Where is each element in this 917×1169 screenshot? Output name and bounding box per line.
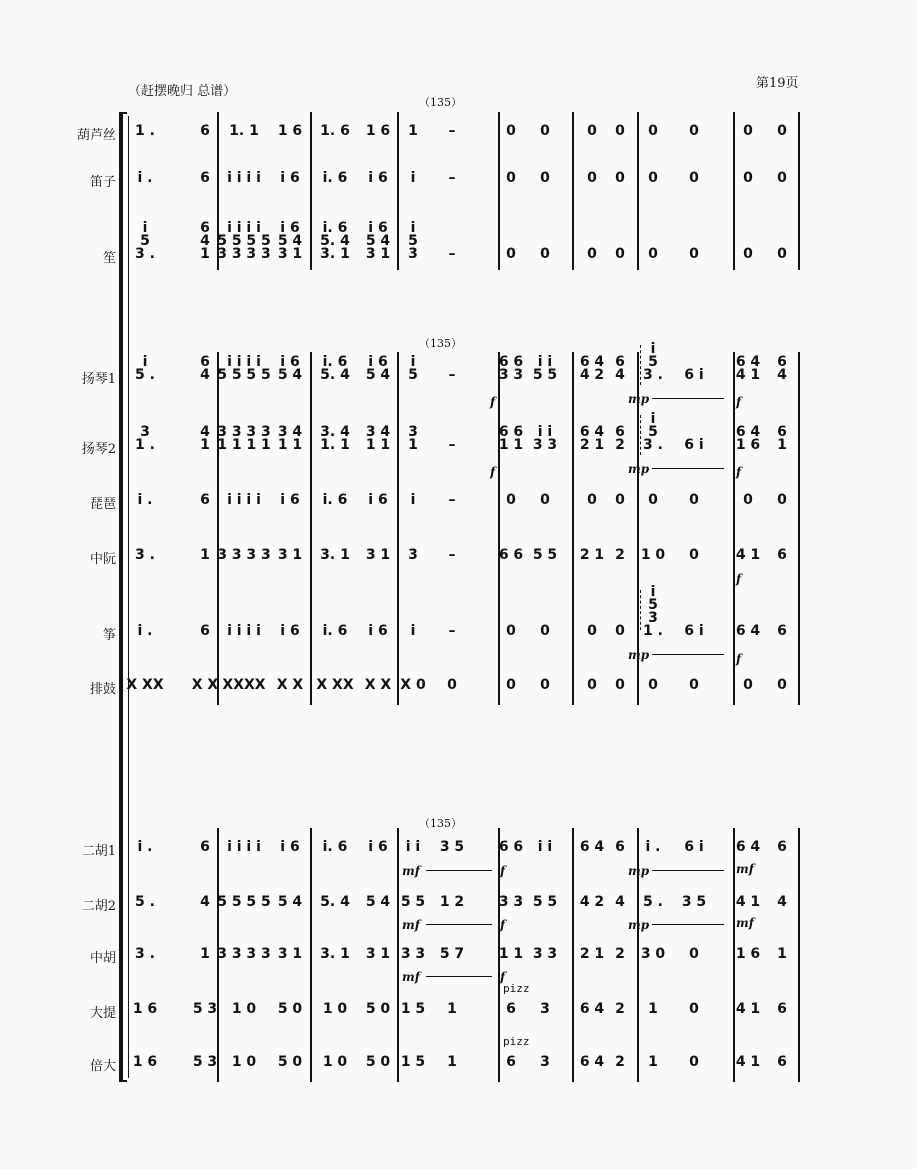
note-cell: 0 xyxy=(540,623,550,639)
note-cell: 6 4 2 1 xyxy=(579,424,605,453)
note-cell: i 5 3 . xyxy=(643,341,663,383)
note-cell: 3 1 xyxy=(365,547,391,563)
note-cell: 5 0 xyxy=(365,1001,391,1017)
note-cell: 1 . xyxy=(135,123,155,139)
note-cell: i . xyxy=(137,170,153,186)
note-cell: 1 2 xyxy=(439,894,465,910)
note-cell: 0 xyxy=(540,246,550,262)
note-cell: – xyxy=(448,123,456,139)
instrument-name: 中阮 xyxy=(89,552,116,567)
note-cell: 1 xyxy=(447,1001,457,1017)
note-cell: 5 . xyxy=(643,894,663,910)
note-cell: 0 xyxy=(689,1001,699,1017)
note-cell: 2 xyxy=(615,1054,625,1070)
note-cell: 6 6 1 1 xyxy=(498,424,524,453)
note-cell: 3 4 1 1 xyxy=(365,424,391,453)
note-cell: – xyxy=(448,246,456,262)
note-cell: 1 6 xyxy=(132,1054,158,1070)
note-cell: 5 3 xyxy=(192,1001,218,1017)
note-cell: 4 2 xyxy=(579,894,605,910)
dynamic-mf: mf xyxy=(402,970,420,984)
measure-number-plucked: （135） xyxy=(419,337,462,350)
note-cell: 5 0 xyxy=(277,1054,303,1070)
note-cell: – xyxy=(448,170,456,186)
note-cell: i 5 . xyxy=(135,354,155,383)
instrument-name: 筝 xyxy=(102,628,116,643)
note-cell: 1 xyxy=(648,1001,658,1017)
note-cell: 3 5 xyxy=(681,894,707,910)
note-cell: 0 xyxy=(777,246,787,262)
note-cell: 0 xyxy=(587,492,597,508)
note-cell: 1. 1 xyxy=(229,123,259,139)
note-cell: 6 4 xyxy=(579,1001,605,1017)
note-cell: 0 xyxy=(743,123,753,139)
note-cell: i 6 xyxy=(368,839,388,855)
note-cell: 6 xyxy=(200,170,210,186)
note-cell: 3. 4 1. 1 xyxy=(320,424,350,453)
note-cell: i i 5 5 xyxy=(532,354,558,383)
note-cell: 6 4 1 6 xyxy=(735,424,761,453)
note-cell: i. 6 xyxy=(322,492,348,508)
note-cell: 3 1 xyxy=(365,946,391,962)
note-cell: 0 xyxy=(648,123,658,139)
note-cell: i i 3 3 xyxy=(532,424,558,453)
note-cell: 6 4 xyxy=(735,839,761,855)
note-cell: 5 5 xyxy=(532,894,558,910)
note-cell: 3. 1 xyxy=(320,946,350,962)
note-cell: 3 4 1 1 xyxy=(277,424,303,453)
dynamic-mp: mp xyxy=(628,864,650,878)
note-cell: i 6 5 4 xyxy=(365,354,391,383)
note-cell: – xyxy=(448,492,456,508)
note-cell: i . xyxy=(645,839,661,855)
instrument-name: 笛子 xyxy=(89,175,116,190)
note-cell: 6 xyxy=(777,1054,787,1070)
note-cell: 0 xyxy=(506,623,516,639)
note-cell: 6 xyxy=(506,1001,516,1017)
measure-number-strings: （135） xyxy=(419,817,462,830)
dynamic-f: f xyxy=(736,652,742,666)
note-cell: 6 4 xyxy=(615,354,625,383)
note-cell: 0 xyxy=(689,547,699,563)
note-cell: 0 xyxy=(447,677,457,693)
note-cell: i. 6 5. 4 xyxy=(320,354,350,383)
dynamic-mp: mp xyxy=(628,462,650,476)
note-cell: 0 xyxy=(615,170,625,186)
note-cell: 3 3 3 3 1 1 1 1 xyxy=(217,424,271,453)
dynamic-f: f xyxy=(736,465,742,479)
note-cell: 1 0 xyxy=(640,547,666,563)
note-cell: 3 . xyxy=(135,946,155,962)
instrument-name: 二胡1 xyxy=(81,844,116,859)
note-cell: i i i i 5 5 5 5 3 3 3 3 xyxy=(217,220,271,262)
note-cell: 3 xyxy=(540,1001,550,1017)
note-cell: 1 6 xyxy=(365,123,391,139)
system-bracket-bottom xyxy=(119,1080,127,1082)
note-cell: i . xyxy=(137,623,153,639)
note-cell: 0 xyxy=(615,246,625,262)
note-cell: 5 5 xyxy=(400,894,426,910)
note-cell: 3 0 xyxy=(640,946,666,962)
note-cell: 5 3 xyxy=(192,1054,218,1070)
note-cell: 3 1 xyxy=(277,547,303,563)
note-cell: i i i i xyxy=(227,170,261,186)
note-cell: i. 6 5. 4 3. 1 xyxy=(320,220,350,262)
instrument-name: 扬琴1 xyxy=(81,372,116,387)
note-cell: 5. 4 xyxy=(320,894,350,910)
note-cell: 5 5 5 5 xyxy=(217,894,271,910)
note-cell: i 6 xyxy=(368,170,388,186)
crescendo-hairpin xyxy=(426,870,492,871)
note-cell: i 5 3 xyxy=(408,220,418,262)
crescendo-hairpin xyxy=(652,398,724,399)
note-cell: 0 xyxy=(615,492,625,508)
barline xyxy=(733,352,735,705)
note-cell: 0 xyxy=(689,946,699,962)
note-cell: 6 i xyxy=(684,367,704,383)
note-cell: 0 xyxy=(743,492,753,508)
note-cell: 0 xyxy=(506,170,516,186)
note-cell: 6 4 4 1 xyxy=(735,354,761,383)
note-cell: – xyxy=(448,623,456,639)
instrument-name: 大提 xyxy=(89,1006,116,1021)
note-cell: 4 1 xyxy=(735,1001,761,1017)
note-cell: i . xyxy=(137,492,153,508)
note-cell: 6 i xyxy=(684,623,704,639)
instrument-name: 排鼓 xyxy=(89,682,116,697)
note-cell: 0 xyxy=(540,123,550,139)
crescendo-hairpin xyxy=(652,924,724,925)
note-cell: 0 xyxy=(506,492,516,508)
note-cell: 5 5 xyxy=(532,547,558,563)
note-cell: 3 3 xyxy=(400,946,426,962)
note-cell: 3 1 xyxy=(277,946,303,962)
note-cell: i 6 xyxy=(368,492,388,508)
barline xyxy=(798,352,800,705)
note-cell: i 6 xyxy=(280,623,300,639)
note-cell: 0 xyxy=(615,123,625,139)
dynamic-f: f xyxy=(500,970,506,984)
instrument-name: 倍大 xyxy=(89,1059,116,1074)
barline xyxy=(798,828,800,1082)
note-cell: i i i i 5 5 5 5 xyxy=(217,354,271,383)
note-cell: 6 4 xyxy=(579,839,605,855)
note-cell: 4 1 xyxy=(200,424,210,453)
note-cell: 6 xyxy=(777,623,787,639)
note-cell: 1 0 xyxy=(322,1001,348,1017)
note-cell: 1 5 xyxy=(400,1054,426,1070)
barline xyxy=(310,352,312,705)
note-cell: 1 0 xyxy=(231,1054,257,1070)
note-cell: 6 4 xyxy=(200,354,210,383)
note-cell: 0 xyxy=(506,677,516,693)
barline xyxy=(798,112,800,270)
note-cell: i 6 xyxy=(280,492,300,508)
barline xyxy=(572,352,574,705)
note-cell: 3 3 3 3 xyxy=(217,946,271,962)
note-cell: i. 6 xyxy=(322,170,348,186)
instrument-name: 琵琶 xyxy=(89,497,116,512)
note-cell: 5 4 xyxy=(277,894,303,910)
note-cell: i i xyxy=(405,839,421,855)
instrument-name: 扬琴2 xyxy=(81,442,116,457)
note-cell: 0 xyxy=(648,677,658,693)
note-cell: 1 1 xyxy=(498,946,524,962)
system-bracket xyxy=(119,112,123,1082)
barline xyxy=(310,828,312,1082)
note-cell: 6 6 xyxy=(498,547,524,563)
note-cell: 0 xyxy=(648,246,658,262)
dynamic-mf: mf xyxy=(402,864,420,878)
note-cell: 1 xyxy=(200,547,210,563)
note-cell: 2 1 xyxy=(579,946,605,962)
note-cell: i 6 5 4 3 1 xyxy=(277,220,303,262)
note-cell: 0 xyxy=(689,492,699,508)
note-cell: 6 4 xyxy=(579,1054,605,1070)
note-cell: 3 3 3 3 xyxy=(217,547,271,563)
note-cell: i xyxy=(410,623,416,639)
note-cell: i . xyxy=(137,839,153,855)
note-cell: 0 xyxy=(648,492,658,508)
barline xyxy=(498,112,500,270)
note-cell: 5 0 xyxy=(365,1054,391,1070)
system-inner-line xyxy=(128,116,129,1078)
note-cell: X XX xyxy=(126,677,164,693)
note-cell: 0 xyxy=(777,170,787,186)
note-cell: i 6 5 4 xyxy=(277,354,303,383)
note-cell: 6 xyxy=(506,1054,516,1070)
note-cell: 0 xyxy=(506,246,516,262)
note-cell: X X xyxy=(364,677,392,693)
dynamic-mf: mf xyxy=(736,862,754,876)
note-cell: i 6 xyxy=(280,839,300,855)
note-cell: i 6 xyxy=(280,170,300,186)
note-cell: 0 xyxy=(743,246,753,262)
note-cell: XXXX xyxy=(222,677,266,693)
note-cell: i 5 3 . xyxy=(643,411,663,453)
note-cell: 1 xyxy=(777,946,787,962)
note-cell: X X xyxy=(276,677,304,693)
note-cell: 6 i xyxy=(684,839,704,855)
note-cell: i 6 5 4 3 1 xyxy=(365,220,391,262)
note-cell: 5 . xyxy=(135,894,155,910)
note-cell: 0 xyxy=(540,170,550,186)
dynamic-f: f xyxy=(736,395,742,409)
note-cell: 6 2 xyxy=(615,424,625,453)
note-cell: 4 1 xyxy=(735,547,761,563)
instrument-name: 葫芦丝 xyxy=(76,128,116,143)
note-cell: 6 xyxy=(200,123,210,139)
barline xyxy=(572,112,574,270)
dynamic-f: f xyxy=(490,395,496,409)
note-cell: 5 7 xyxy=(439,946,465,962)
note-cell: 1 0 xyxy=(231,1001,257,1017)
note-cell: X XX xyxy=(316,677,354,693)
note-cell: 6 6 xyxy=(498,839,524,855)
note-cell: 1 xyxy=(408,123,418,139)
note-cell: i 5 3 1 . xyxy=(643,584,663,639)
note-cell: 0 xyxy=(587,170,597,186)
note-cell: 3 xyxy=(540,1054,550,1070)
barline xyxy=(397,352,399,705)
note-cell: 3 . xyxy=(135,547,155,563)
crescendo-hairpin xyxy=(426,976,492,977)
note-cell: 6 4 xyxy=(735,623,761,639)
score-title: （赶摆晚归 总谱） xyxy=(128,84,237,99)
barline xyxy=(572,828,574,1082)
note-cell: 0 xyxy=(689,170,699,186)
note-cell: 1 xyxy=(648,1054,658,1070)
note-cell: 4 1 xyxy=(735,1054,761,1070)
instrument-name: 笙 xyxy=(102,251,116,266)
crescendo-hairpin xyxy=(652,870,724,871)
measure-number-winds: （135） xyxy=(419,96,462,109)
dynamic-mp: mp xyxy=(628,918,650,932)
note-cell: 1 5 xyxy=(400,1001,426,1017)
pizz-marking: pizz xyxy=(503,1035,530,1048)
note-cell: 0 xyxy=(540,677,550,693)
note-cell: i i i i xyxy=(227,492,261,508)
note-cell: 1 6 xyxy=(132,1001,158,1017)
note-cell: 6 1 xyxy=(777,424,787,453)
barline xyxy=(733,828,735,1082)
pizz-marking: pizz xyxy=(503,982,530,995)
dynamic-mp: mp xyxy=(628,648,650,662)
note-cell: 0 xyxy=(689,1054,699,1070)
note-cell: 2 xyxy=(615,946,625,962)
note-cell: 1 xyxy=(200,946,210,962)
note-cell: 3 3 xyxy=(498,894,524,910)
note-cell: i i i i xyxy=(227,623,261,639)
note-cell: 6 i xyxy=(684,437,704,453)
note-cell: 1 6 xyxy=(277,123,303,139)
note-cell: 0 xyxy=(743,170,753,186)
note-cell: 0 xyxy=(777,123,787,139)
note-cell: 0 xyxy=(615,623,625,639)
note-cell: 1 0 xyxy=(322,1054,348,1070)
note-cell: 0 xyxy=(587,246,597,262)
note-cell: 6 4 1 xyxy=(200,220,210,262)
page-number: 第19页 xyxy=(756,76,799,91)
note-cell: 6 xyxy=(200,492,210,508)
note-cell: 3 xyxy=(408,547,418,563)
crescendo-hairpin xyxy=(652,654,724,655)
arpeggio-mark xyxy=(640,415,643,455)
note-cell: X X xyxy=(191,677,219,693)
note-cell: 0 xyxy=(689,246,699,262)
dynamic-f: f xyxy=(500,918,506,932)
note-cell: 3 3 xyxy=(532,946,558,962)
note-cell: 3 5 xyxy=(439,839,465,855)
note-cell: i. 6 xyxy=(322,623,348,639)
note-cell: i 5 xyxy=(408,354,418,383)
instrument-name: 二胡2 xyxy=(81,899,116,914)
note-cell: i xyxy=(410,492,416,508)
note-cell: 0 xyxy=(587,677,597,693)
note-cell: 5 0 xyxy=(277,1001,303,1017)
note-cell: 0 xyxy=(743,677,753,693)
note-cell: 5 4 xyxy=(365,894,391,910)
arpeggio-mark xyxy=(640,590,643,630)
dynamic-mp: mp xyxy=(628,392,650,406)
note-cell: 2 xyxy=(615,547,625,563)
note-cell: 6 xyxy=(777,839,787,855)
note-cell: i 6 xyxy=(368,623,388,639)
note-cell: 0 xyxy=(506,123,516,139)
note-cell: 3. 1 xyxy=(320,547,350,563)
barline xyxy=(217,352,219,705)
note-cell: 4 xyxy=(200,894,210,910)
note-cell: 6 xyxy=(200,623,210,639)
note-cell: – xyxy=(448,367,456,383)
note-cell: 0 xyxy=(777,677,787,693)
note-cell: 6 xyxy=(615,839,625,855)
note-cell: i i i i xyxy=(227,839,261,855)
system-bracket-top xyxy=(119,112,127,114)
note-cell: – xyxy=(448,437,456,453)
note-cell: i xyxy=(410,170,416,186)
note-cell: 6 xyxy=(777,547,787,563)
note-cell: 1 xyxy=(447,1054,457,1070)
note-cell: 0 xyxy=(689,123,699,139)
dynamic-f: f xyxy=(736,572,742,586)
note-cell: 0 xyxy=(648,170,658,186)
dynamic-f: f xyxy=(490,465,496,479)
note-cell: 4 xyxy=(615,894,625,910)
note-cell: 4 1 xyxy=(735,894,761,910)
instrument-name: 中胡 xyxy=(89,951,116,966)
note-cell: i. 6 xyxy=(322,839,348,855)
note-cell: 0 xyxy=(615,677,625,693)
note-cell: 0 xyxy=(587,623,597,639)
note-cell: 3 1 . xyxy=(135,424,155,453)
note-cell: 6 6 3 3 xyxy=(498,354,524,383)
note-cell: 2 1 xyxy=(579,547,605,563)
crescendo-hairpin xyxy=(426,924,492,925)
barline xyxy=(498,352,500,705)
dynamic-mf: mf xyxy=(402,918,420,932)
note-cell: 0 xyxy=(689,677,699,693)
arpeggio-mark xyxy=(640,345,643,385)
barline xyxy=(310,112,312,270)
crescendo-hairpin xyxy=(652,468,724,469)
barline xyxy=(733,112,735,270)
note-cell: 1. 6 xyxy=(320,123,350,139)
barline xyxy=(397,828,399,1082)
note-cell: 0 xyxy=(777,492,787,508)
barline xyxy=(637,112,639,270)
note-cell: 2 xyxy=(615,1001,625,1017)
dynamic-mf: mf xyxy=(736,916,754,930)
dynamic-f: f xyxy=(500,864,506,878)
note-cell: 6 4 xyxy=(777,354,787,383)
note-cell: 3 1 xyxy=(408,424,418,453)
note-cell: 6 4 4 2 xyxy=(579,354,605,383)
note-cell: 1 6 xyxy=(735,946,761,962)
note-cell: 6 xyxy=(200,839,210,855)
note-cell: 6 xyxy=(777,1001,787,1017)
note-cell: i i xyxy=(537,839,553,855)
note-cell: 0 xyxy=(587,123,597,139)
note-cell: i 5 3 . xyxy=(135,220,155,262)
note-cell: 4 xyxy=(777,894,787,910)
note-cell: – xyxy=(448,547,456,563)
note-cell: X 0 xyxy=(400,677,426,693)
note-cell: 0 xyxy=(540,492,550,508)
barline xyxy=(397,112,399,270)
